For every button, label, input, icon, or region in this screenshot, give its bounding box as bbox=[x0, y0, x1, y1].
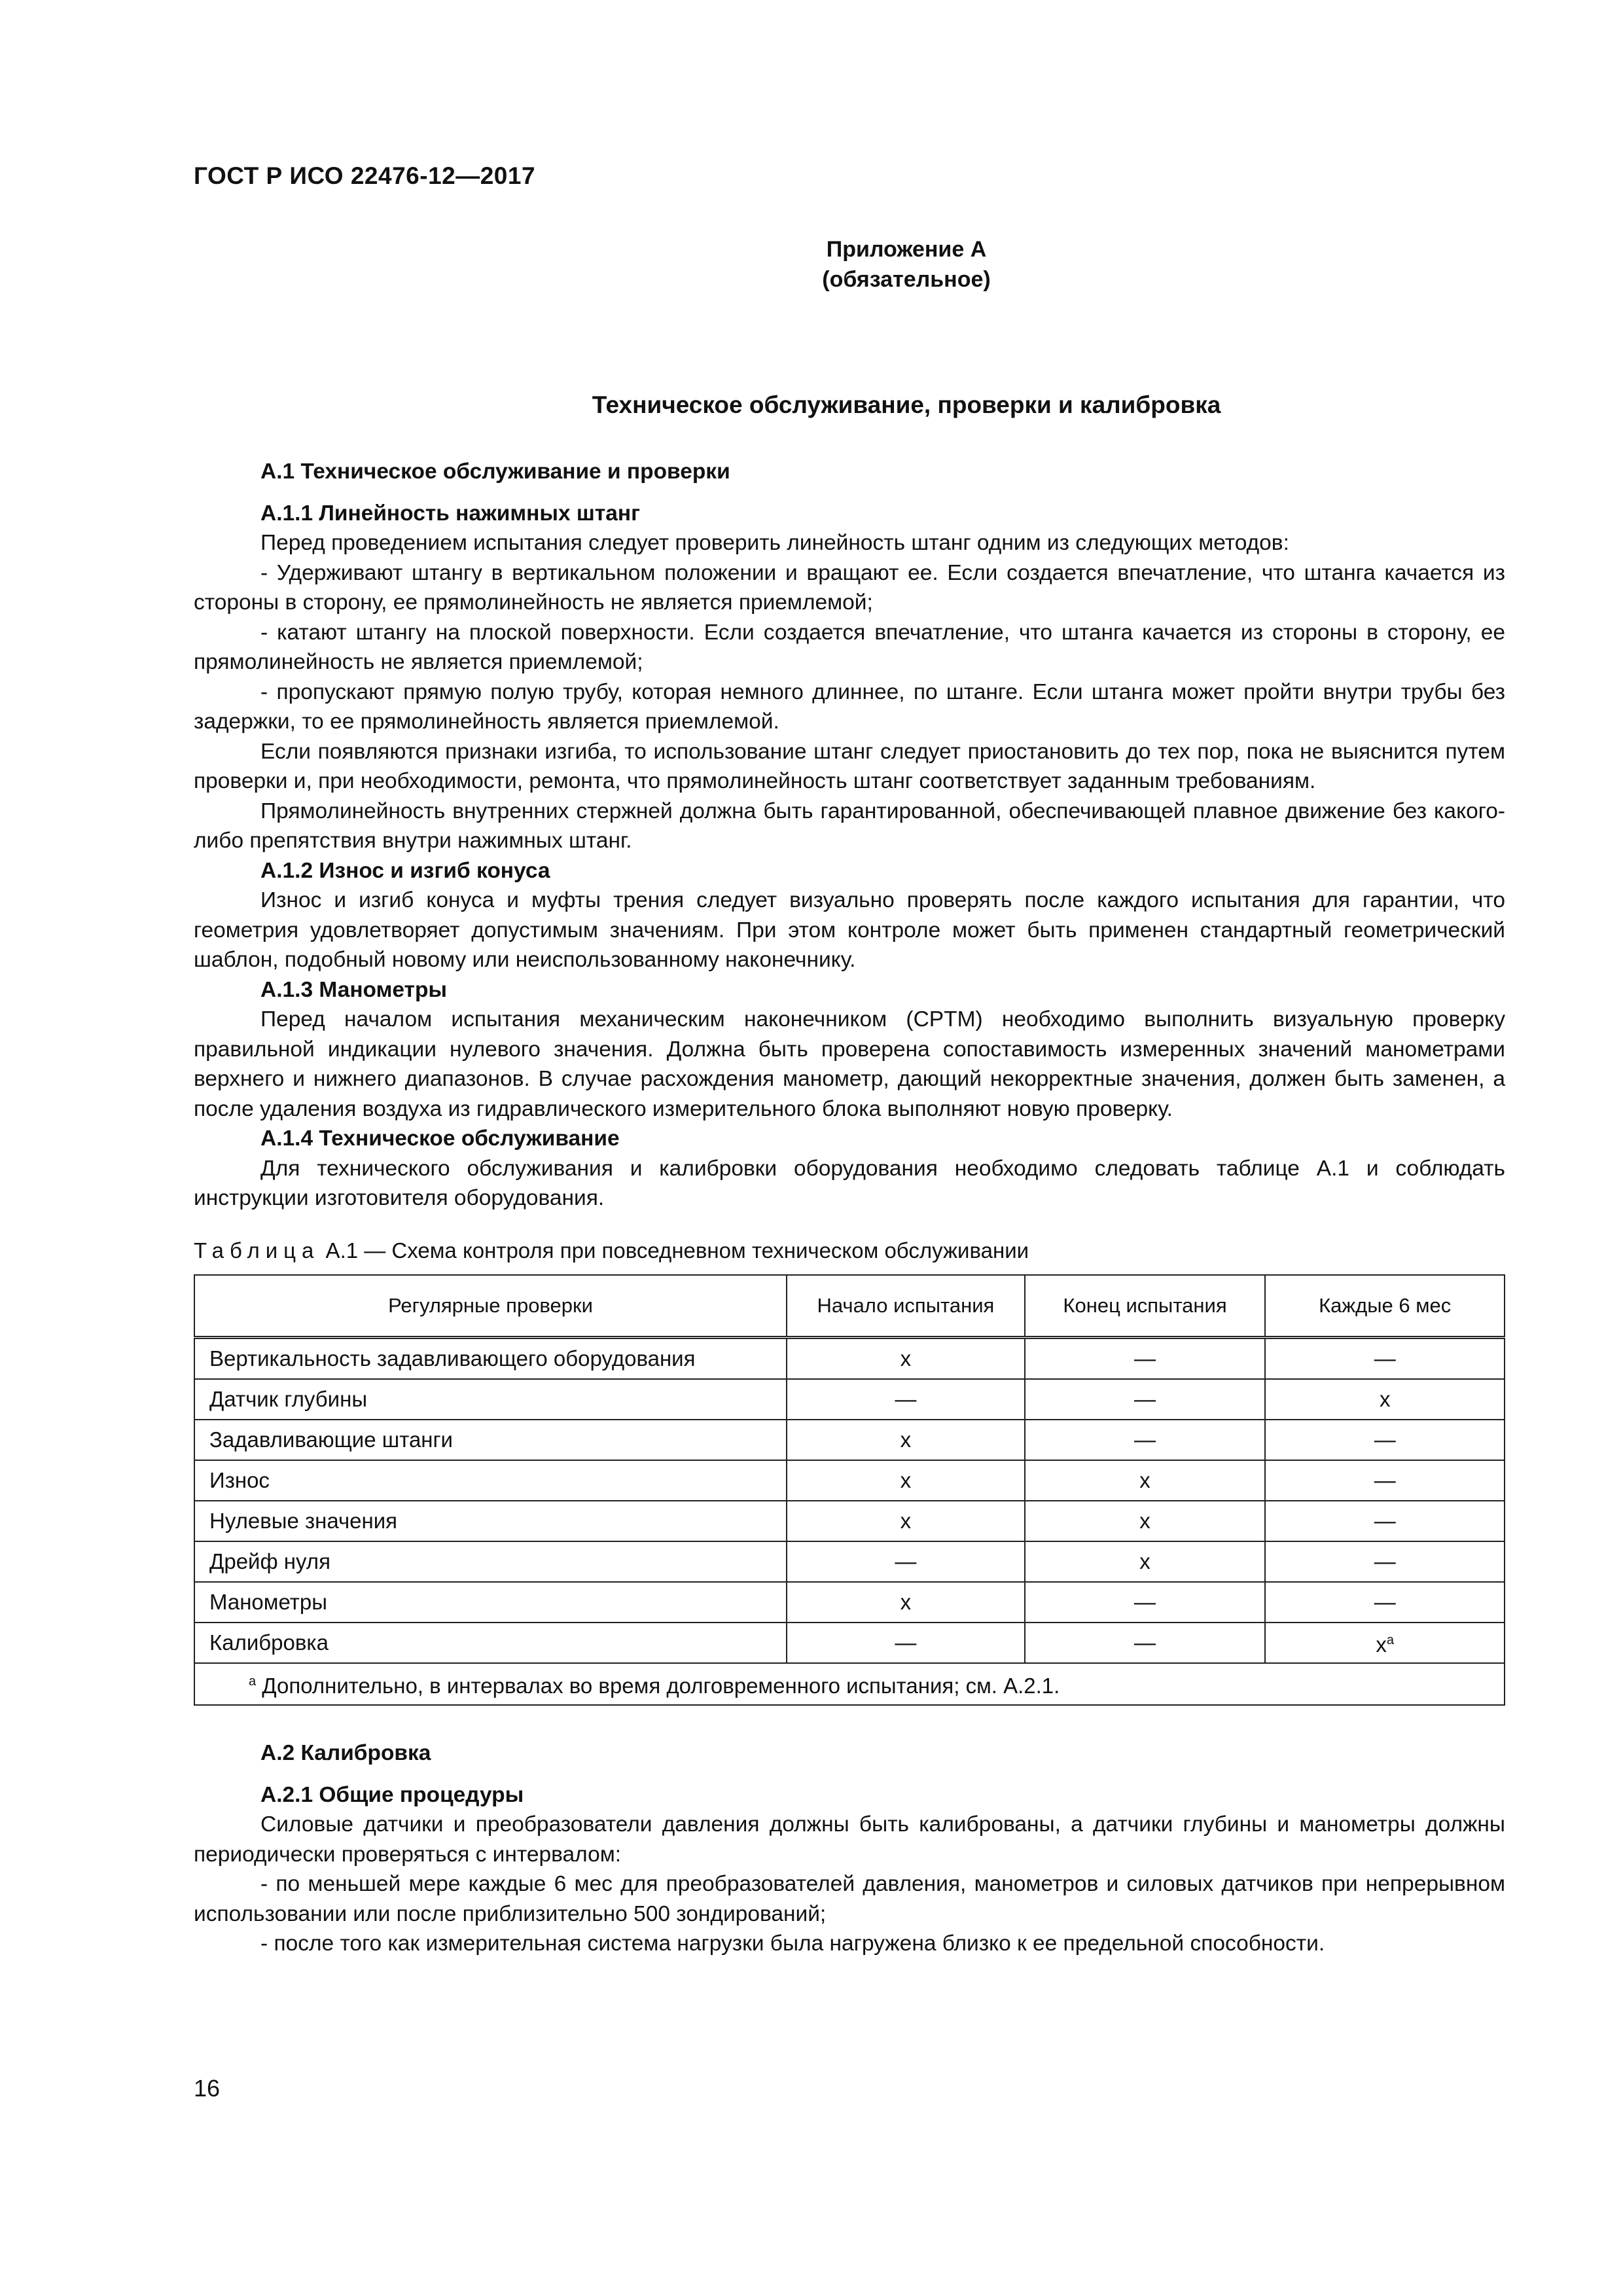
column-header: Конец испытания bbox=[1025, 1275, 1266, 1338]
maintenance-schedule-table bbox=[194, 1274, 1505, 1706]
table-caption-text: А.1 — Схема контроля при повседневном техническом обслуживании bbox=[319, 1238, 1029, 1263]
table-cell: — bbox=[1025, 1623, 1266, 1663]
table-cell: — bbox=[1265, 1420, 1505, 1460]
paragraph: Прямолинейность внутренних стержней должна быть гарантированной, обеспечивающей плавное движение без какого-либо препятствия внутри нажимных штанг. bbox=[194, 798, 1505, 853]
heading-a2: А.2 Калибровка bbox=[260, 1741, 431, 1765]
table-row bbox=[194, 1460, 1505, 1501]
table-cell: — bbox=[787, 1623, 1025, 1663]
table-cell: Задавливающие штанги bbox=[194, 1420, 787, 1460]
column-header: Начало испытания bbox=[787, 1275, 1025, 1338]
paragraph: Если появляются признаки изгиба, то использование штанг следует приостановить до тех пор, пока не выяснится путем проверки и, при необходимости, ремонта, что прямолинейность штанг соответствует заданным требованиям. bbox=[194, 739, 1505, 793]
table-cell: — bbox=[1265, 1541, 1505, 1582]
table-cell: — bbox=[1025, 1420, 1266, 1460]
table-cell: Вертикальность задавливающего оборудования bbox=[194, 1338, 787, 1380]
heading-a14: А.1.4 Техническое обслуживание bbox=[260, 1126, 620, 1151]
appendix-block bbox=[0, 234, 1623, 295]
table-cell: Износ bbox=[194, 1460, 787, 1501]
table-header-row bbox=[194, 1275, 1505, 1338]
footnote-marker: a bbox=[249, 1674, 257, 1689]
document-header: ГОСТ Р ИСО 22476-12—2017 bbox=[194, 162, 536, 189]
paragraph: - после того как измерительная система нагрузки была нагружена близко к ее предельной способности. bbox=[260, 1931, 1325, 1956]
paragraph: Износ и изгиб конуса и муфты трения следует визуально проверять после каждого испытания для гарантии, что геометрия удовлетворяет допустимым значениям. При этом контроле может быть применен стандартный геометрический шаблон, подобный новому или неиспользованному наконечнику. bbox=[194, 888, 1505, 972]
table-cell bbox=[1265, 1623, 1505, 1663]
table-footnote-row bbox=[194, 1663, 1505, 1705]
table-cell: Дрейф нуля bbox=[194, 1541, 787, 1582]
paragraph: - по меньшей мере каждые 6 мес для преобразователей давления, манометров и силовых датчиков при непрерывном использовании или после приблизительно 500 зондирований; bbox=[194, 1872, 1505, 1926]
table-row bbox=[194, 1420, 1505, 1460]
table-caption bbox=[194, 1236, 1505, 1266]
heading-a21: А.2.1 Общие процедуры bbox=[260, 1782, 524, 1807]
table-cell: x bbox=[787, 1501, 1025, 1541]
table-cell: — bbox=[1025, 1582, 1266, 1623]
table-cell: Нулевые значения bbox=[194, 1501, 787, 1541]
table-cell: — bbox=[787, 1541, 1025, 1582]
paragraph: Перед началом испытания механическим наконечником (CPTM) необходимо выполнить визуальную проверку правильной индикации нулевого значения. Должна быть проверена сопоставимость измеренных значений манометрами верхнего и нижнего диапазонов. В случае расхождения манометр, дающий некорректные значения, должен быть заменен, а после удаления воздуха из гидравлического измерительного блока выполняют новую проверку. bbox=[194, 1007, 1505, 1121]
table-row bbox=[194, 1582, 1505, 1623]
footnote-marker: a bbox=[1386, 1633, 1394, 1648]
table-cell: x bbox=[787, 1582, 1025, 1623]
table-row bbox=[194, 1501, 1505, 1541]
table-cell: x bbox=[787, 1460, 1025, 1501]
table-cell: — bbox=[1265, 1501, 1505, 1541]
table-cell: — bbox=[1265, 1460, 1505, 1501]
table-cell: Калибровка bbox=[194, 1623, 787, 1663]
table-cell: Манометры bbox=[194, 1582, 787, 1623]
table-footnote bbox=[194, 1663, 1505, 1705]
table-cell: — bbox=[1025, 1379, 1266, 1420]
table-cell: — bbox=[1025, 1338, 1266, 1380]
paragraph: - пропускают прямую полую трубу, которая немного длиннее, по штанге. Если штанга может пройти внутри трубы без задержки, то ее прямолинейность является приемлемой. bbox=[194, 679, 1505, 734]
paragraph: - катают штангу на плоской поверхности. Если создается впечатление, что штанга качается из стороны в сторону, ее прямолинейность не является приемлемой; bbox=[194, 620, 1505, 674]
appendix-title: Приложение А bbox=[826, 237, 987, 262]
heading-a11: А.1.1 Линейность нажимных штанг bbox=[260, 501, 641, 526]
heading-a12: А.1.2 Износ и изгиб конуса bbox=[260, 858, 550, 883]
table-cell: — bbox=[1265, 1338, 1505, 1380]
paragraph: Для технического обслуживания и калибровки оборудования необходимо следовать таблице А.1 и соблюдать инструкции изготовителя оборудования. bbox=[194, 1156, 1505, 1210]
heading-a13: А.1.3 Манометры bbox=[260, 977, 448, 1002]
column-header: Каждые 6 мес bbox=[1265, 1275, 1505, 1338]
table-row bbox=[194, 1541, 1505, 1582]
document-body bbox=[194, 457, 1505, 1959]
table-caption-label: Таблица bbox=[194, 1238, 320, 1263]
paragraph: Перед проведением испытания следует проверить линейность штанг одним из следующих методов: bbox=[260, 531, 1289, 555]
table-cell: — bbox=[787, 1379, 1025, 1420]
table-cell: x bbox=[787, 1420, 1025, 1460]
appendix-status: (обязательное) bbox=[822, 267, 991, 292]
page-number: 16 bbox=[194, 2075, 221, 2102]
table-cell: x bbox=[787, 1338, 1025, 1380]
table-cell: x bbox=[1265, 1379, 1505, 1420]
section-title: Техническое обслуживание, проверки и калибровка bbox=[592, 391, 1221, 418]
column-header: Регулярные проверки bbox=[194, 1275, 787, 1338]
table-cell: x bbox=[1025, 1501, 1266, 1541]
table-cell: Датчик глубины bbox=[194, 1379, 787, 1420]
spacer bbox=[194, 1706, 1505, 1738]
table-cell: — bbox=[1265, 1582, 1505, 1623]
heading-a1: А.1 Техническое обслуживание и проверки bbox=[260, 459, 730, 484]
table-cell: x bbox=[1025, 1541, 1266, 1582]
paragraph: - Удерживают штангу в вертикальном положении и вращают ее. Если создается впечатление, что штанга качается из стороны в сторону, ее прямолинейность не является приемлемой; bbox=[194, 560, 1505, 615]
table-cell-value: x bbox=[1376, 1632, 1387, 1657]
table-row bbox=[194, 1338, 1505, 1380]
table-cell: x bbox=[1025, 1460, 1266, 1501]
paragraph: Силовые датчики и преобразователи давления должны быть калиброваны, а датчики глубины и манометры должны периодически проверяться с интервалом: bbox=[194, 1812, 1505, 1867]
footnote-text: Дополнительно, в интервалах во время долговременного испытания; см. А.2.1. bbox=[262, 1674, 1060, 1698]
table-row bbox=[194, 1379, 1505, 1420]
table-row bbox=[194, 1623, 1505, 1663]
